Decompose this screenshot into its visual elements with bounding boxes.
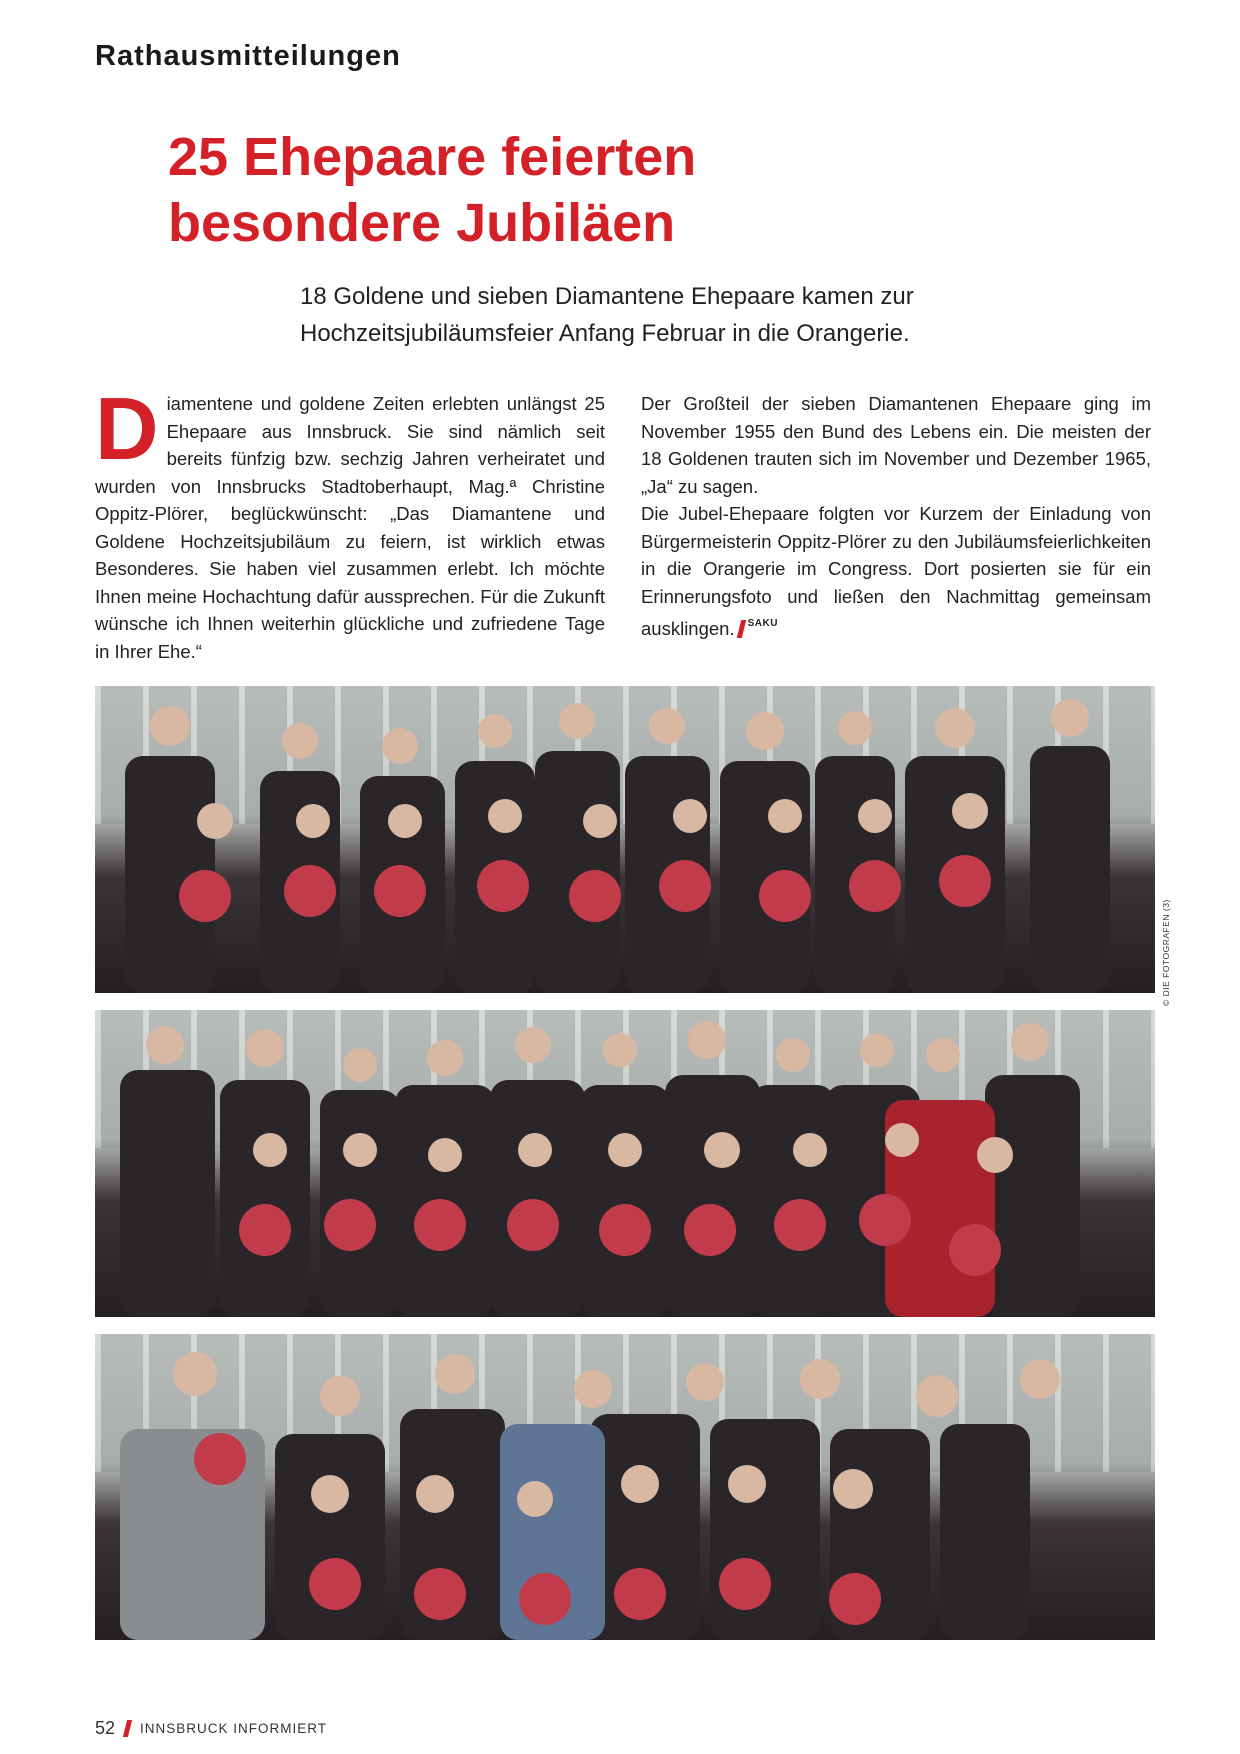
group-photo-3 [95, 1334, 1155, 1640]
slash-mark-icon [736, 620, 745, 638]
group-photo-1 [95, 686, 1155, 993]
drop-cap: D [95, 379, 159, 478]
article-paragraph-1 [95, 379, 605, 665]
article-text-closing: Die Jubel-Ehepaare folgten vor Kurzem der Einladung von Bürgermeisterin Oppitz-Plörer zu den Jubiläumsfeierlichkeiten in die Orangerie im Congress. Dort posierten sie für ein Erinnerungsfoto und ließen den Nachmittag gemeinsam ausklingen. [641, 503, 1151, 639]
headline [168, 124, 696, 256]
lead-line-2: Hochzeitsjubiläumsfeier Anfang Februar in die Orangerie. [300, 320, 910, 347]
group-photo-2-figures [95, 1010, 1155, 1317]
article-paragraph-3 [641, 500, 1151, 643]
section-label: Rathausmitteilungen [95, 40, 401, 72]
group-photo-3-figures [95, 1334, 1155, 1640]
footer-slash-icon [123, 1720, 132, 1737]
headline-line-2: besondere Jubiläen [168, 193, 676, 253]
article-column-left [95, 379, 605, 665]
article-text-left: iamentene und goldene Zeiten erlebten unlängst 25 Ehepaare aus Innsbruck. Sie sind nämlich seit bereits fünfzig bzw. sechzig Jahren verheiratet und wurden von Innsbrucks Stadtoberhaupt, Mag.ª Christine Oppitz-Plörer, beglückwünscht: „Das Diamantene und Goldene Hochzeitsjubiläum zu feiern, ist wirklich etwas Besonderes. Sie haben viel zusammen erlebt. Ich möchte Ihnen meine Hochachtung dafür aussprechen. Für die Zukunft wünsche ich Ihnen weiterhin glückliche und zufriedene Tage in Ihrer Ehe.“ [95, 393, 605, 662]
photo-credit: © DIE FOTOGRAFEN (3) [1161, 899, 1171, 1006]
group-photo-1-figures [95, 686, 1155, 993]
article-paragraph-2: Der Großteil der sieben Diamantenen Ehepaare ging im November 1955 den Bund des Lebens ein. Die meisten der 18 Goldenen trauten sich im November und Dezember 1965, „Ja“ zu sagen. [641, 393, 1151, 497]
lead-line-1: 18 Goldene und sieben Diamantene Ehepaare kamen zur [300, 283, 914, 310]
group-photo-2 [95, 1010, 1155, 1317]
page-number: 52 [95, 1718, 116, 1738]
lead-paragraph [300, 278, 914, 352]
author-signature: SAKU [747, 618, 778, 629]
article-column-right [641, 390, 1151, 643]
page-footer [95, 1718, 327, 1739]
headline-line-1: 25 Ehepaare feierten [168, 127, 697, 187]
publication-name: INNSBRUCK INFORMIERT [140, 1721, 328, 1736]
